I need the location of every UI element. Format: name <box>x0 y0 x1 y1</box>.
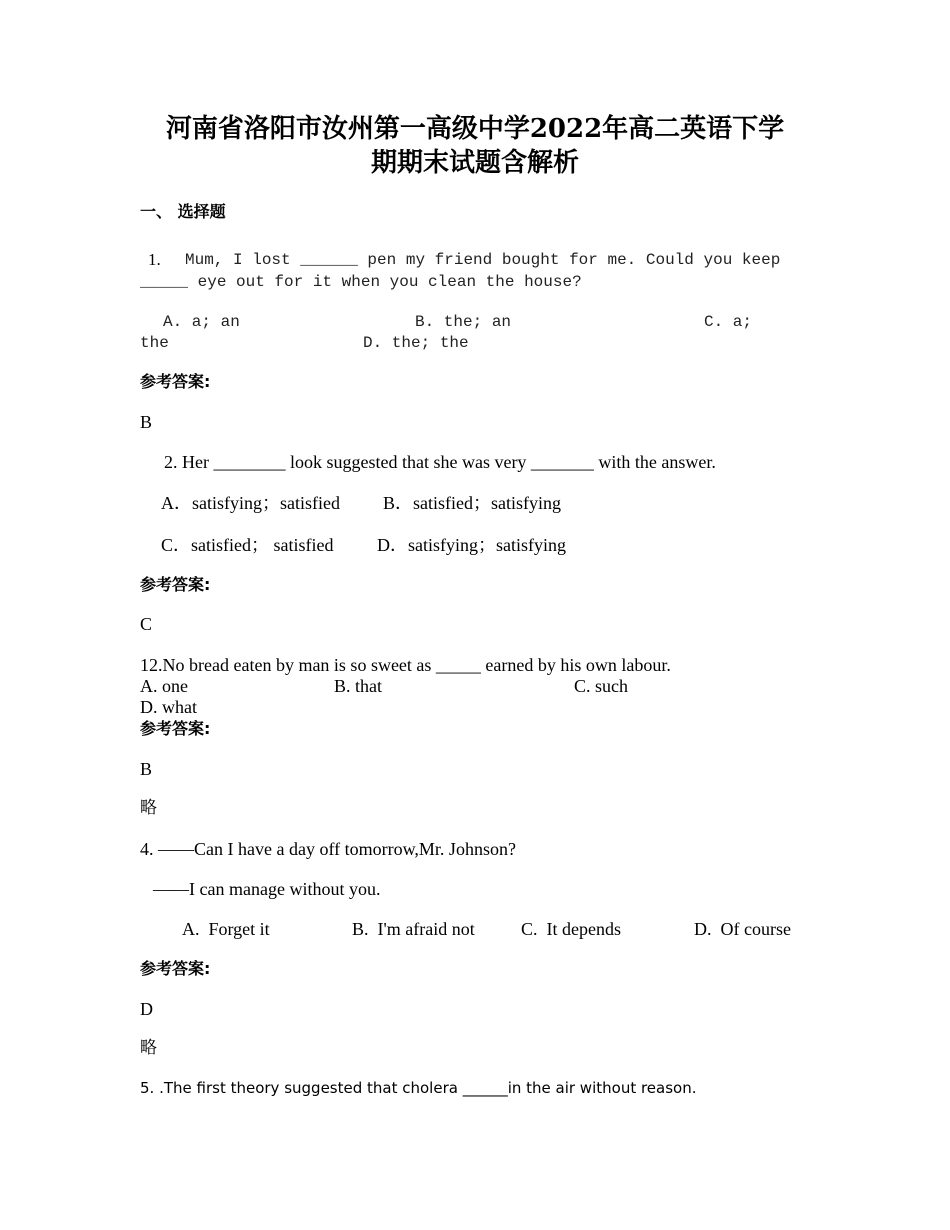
section-heading: 一、 选择题 <box>140 202 226 221</box>
question-12-option-d: D. what <box>140 697 197 717</box>
question-12-answer: B <box>140 759 153 779</box>
question-12-option-b: B. that <box>334 676 382 696</box>
question-1-option-b: B. the; an <box>415 313 512 331</box>
question-4-stem-line-2: ——I can manage without you. <box>153 879 381 899</box>
answer-label: 参考答案: <box>140 719 211 738</box>
answer-label: 参考答案: <box>140 959 211 978</box>
page-title-line-1: 河南省洛阳市汝州第一高级中学2022年高二英语下学 <box>165 114 785 144</box>
answer-label: 参考答案: <box>140 575 211 594</box>
question-4-option-d: D. Of course <box>694 919 791 939</box>
question-1-option-a: A. a; an <box>163 313 240 331</box>
answer-label: 参考答案: <box>140 372 211 391</box>
question-4-note: 略 <box>140 1038 157 1058</box>
question-4-option-b: B. I'm afraid not <box>352 919 475 939</box>
question-1-option-c-continued: the <box>140 334 169 352</box>
page-title-line-2: 期期末试题含解析 <box>370 148 579 178</box>
question-1-option-d: D. the; the <box>363 334 469 352</box>
question-1-stem-line-2: _____ eye out for it when you clean the house? <box>140 273 582 291</box>
question-12-stem: 12.No bread eaten by man is so sweet as _____ earned by his own labour. <box>140 655 671 675</box>
question-12-option-c: C. such <box>574 676 628 696</box>
question-1-stem-line-1: Mum, I lost ______ pen my friend bought for me. Could you keep <box>185 251 781 269</box>
question-12-option-a: A. one <box>140 676 188 696</box>
question-5-stem: 5. .The first theory suggested that cholera ______in the air without reason. <box>140 1079 697 1097</box>
question-4-option-a: A. Forget it <box>182 919 270 939</box>
question-2-stem: 2. Her ________ look suggested that she was very _______ with the answer. <box>164 452 716 472</box>
question-4-option-c: C. It depends <box>521 919 621 939</box>
question-2-option-a: A．satisfying；satisfied <box>161 493 340 513</box>
question-12-note: 略 <box>140 798 157 818</box>
question-1-answer: B <box>140 412 153 432</box>
question-2-option-b: B．satisfied；satisfying <box>383 493 561 513</box>
question-2-answer: C <box>140 614 153 634</box>
question-4-answer: D <box>140 999 153 1019</box>
question-1-option-c: C. a; <box>704 313 753 331</box>
question-1-number: 1. <box>148 250 161 269</box>
question-2-option-c: C．satisfied； satisfied <box>161 535 334 555</box>
question-2-option-d: D．satisfying；satisfying <box>377 535 566 555</box>
question-4-stem-line-1: 4. ——Can I have a day off tomorrow,Mr. Johnson? <box>140 839 516 859</box>
